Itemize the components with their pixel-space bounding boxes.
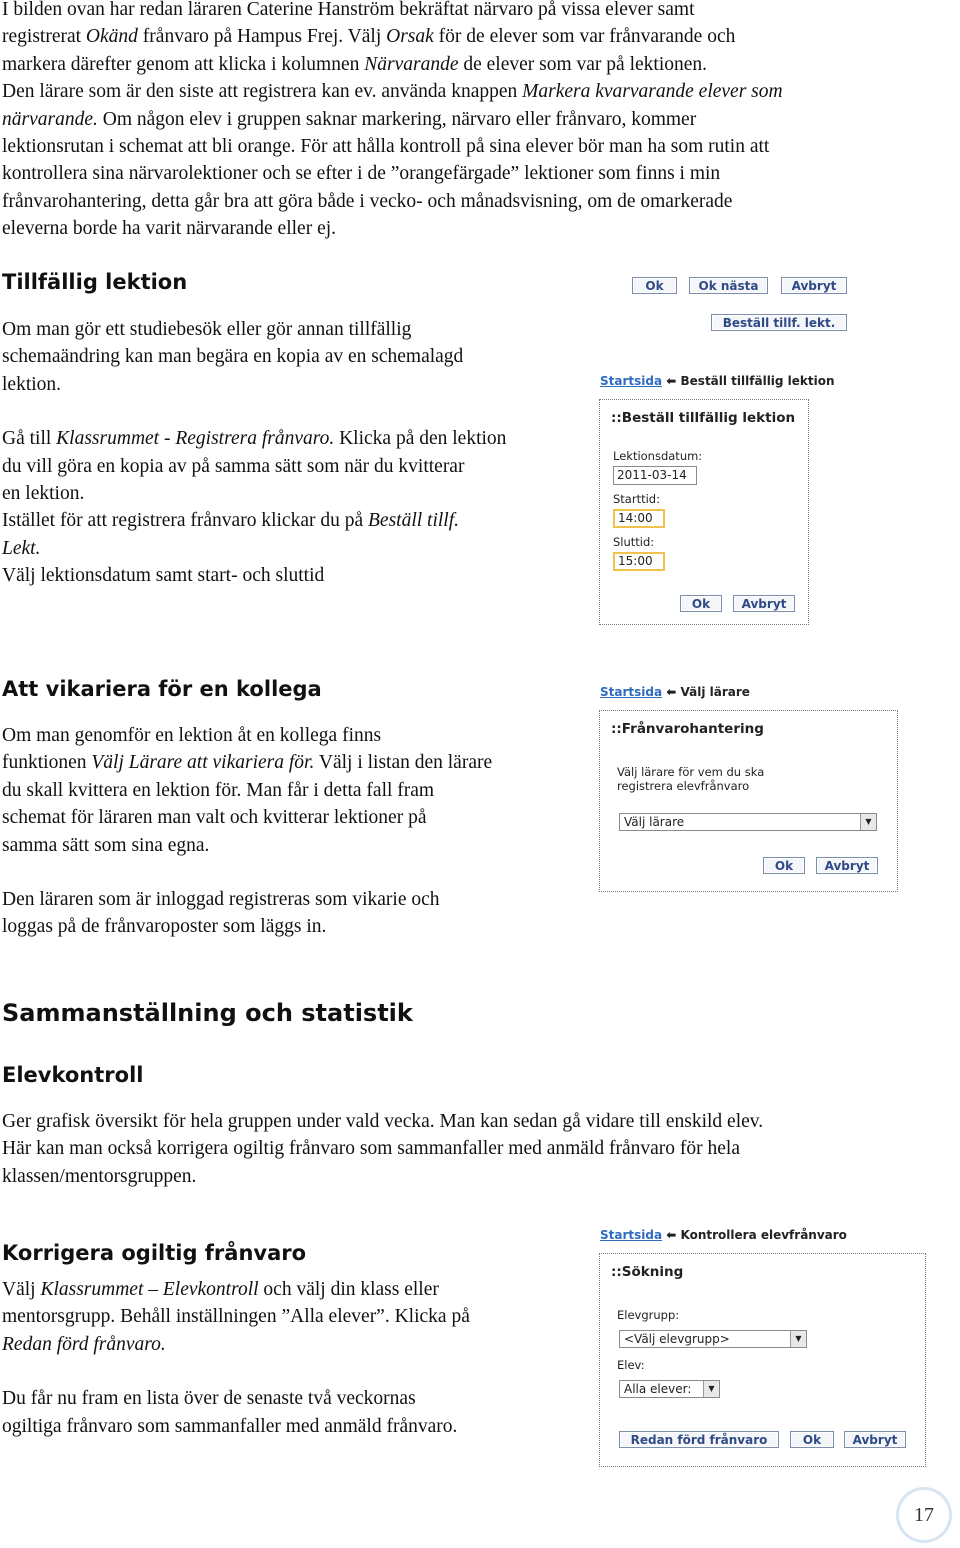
breadcrumb-current: Kontrollera elevfrånvaro (680, 1228, 847, 1242)
korrigera-text (2, 1276, 582, 1440)
arrow-left-icon: ⬅ (666, 1228, 677, 1242)
breadcrumb-home-link[interactable]: Startsida (600, 685, 663, 699)
text-line: Om man gör ett studiebesök eller gör annan tillfällig (2, 319, 412, 340)
avbryt-button[interactable]: Avbryt (844, 1431, 906, 1448)
description-line: registrera elevfrånvaro (617, 779, 750, 793)
panel-title: ::Sökning (611, 1264, 684, 1280)
ok-button[interactable]: Ok (790, 1431, 834, 1448)
chevron-down-icon: ▼ (790, 1331, 806, 1347)
elevgrupp-label: Elevgrupp: (617, 1308, 680, 1322)
text-line: en lektion. (2, 483, 85, 505)
text-line: Här kan man också korrigera ogiltig frånvaro som sammanfaller med anmäld frånvaro för hela (2, 1138, 741, 1160)
text-line: schemat för läraren man valt och kvitterar lektioner på (2, 807, 427, 829)
tillfallig-text (2, 316, 572, 590)
intro-line: markera därefter genom att klicka i kolumnen Närvarande de elever som var på lektionen. (2, 53, 708, 75)
sluttid-label: Sluttid: (613, 535, 655, 549)
text-line: Den läraren som är inloggad registreras som vikarie och (2, 889, 440, 911)
starttid-label: Starttid: (613, 492, 660, 506)
section-heading-vikariera: Att vikariera för en kollega (2, 677, 322, 701)
select-value: Alla elever: (624, 1382, 692, 1396)
chevron-down-icon: ▼ (703, 1381, 719, 1397)
subheading-elevkontroll: Elevkontroll (2, 1063, 144, 1087)
breadcrumb (600, 374, 835, 388)
sluttid-input[interactable]: 15:00 (613, 552, 665, 571)
text-line: mentorsgrupp. Behåll inställningen ”Alla elever”. Klicka på (2, 1306, 470, 1328)
intro-line: I bilden ovan har redan läraren Caterine Hanström bekräftat närvaro på vissa elever samt (2, 0, 695, 20)
section-heading-statistik: Sammanställning och statistik (2, 999, 413, 1027)
ok-button[interactable]: Ok (763, 857, 805, 874)
panel-title: ::Beställ tillfällig lektion (611, 410, 796, 426)
intro-line: frånvarohantering, detta går bra att göra både i vecko- och månadsvisning, om de omarkerade (2, 190, 733, 212)
redan-ford-franvaro-button[interactable]: Redan förd frånvaro (619, 1431, 779, 1448)
sokning-panel (599, 1253, 926, 1467)
description-line: Välj lärare för vem du ska (617, 765, 765, 779)
avbryt-button[interactable]: Avbryt (816, 857, 878, 874)
text-line: funktionen Välj Lärare att vikariera för. Välj i listan den lärare (2, 752, 493, 774)
text-line: Om man genomför en lektion åt en kollega finns (2, 725, 382, 746)
avbryt-button[interactable]: Avbryt (781, 277, 847, 294)
page-number: 17 (896, 1487, 952, 1543)
panel-avbryt-button[interactable]: Avbryt (733, 595, 795, 612)
breadcrumb-current: Välj lärare (680, 685, 750, 699)
elevkontroll-text (2, 1108, 952, 1190)
breadcrumb (600, 685, 750, 699)
text-line: du skall kvittera en lektion för. Man får i detta fall fram (2, 779, 435, 801)
bestall-tillf-lekt-button[interactable]: Beställ tillf. lekt. (711, 314, 847, 331)
panel-ok-button[interactable]: Ok (680, 595, 722, 612)
section-heading-korrigera: Korrigera ogiltig frånvaro (2, 1241, 307, 1265)
text-line: Istället för att registrera frånvaro klickar du på Beställ tillf. (2, 510, 459, 532)
arrow-left-icon: ⬅ (666, 685, 677, 699)
lektionsdatum-input[interactable]: 2011-03-14 (613, 466, 697, 485)
text-line: lektion. (2, 373, 62, 395)
starttid-input[interactable]: 14:00 (613, 509, 665, 528)
lektionsdatum-label: Lektionsdatum: (613, 449, 703, 463)
text-line: Gå till Klassrummet - Registrera frånvaro. Klicka på den lektion (2, 428, 507, 450)
text-line: Välj lektionsdatum samt start- och sluttid (2, 565, 325, 587)
select-value: <Välj elevgrupp> (624, 1332, 730, 1346)
chevron-down-icon: ▼ (860, 814, 876, 830)
arrow-left-icon: ⬅ (666, 374, 677, 388)
elev-label: Elev: (617, 1358, 645, 1372)
intro-line: närvarande. Om någon elev i gruppen saknar markering, närvaro eller frånvaro, kommer (2, 108, 697, 130)
text-line: ogiltiga frånvaro som sammanfaller med anmäld frånvaro. (2, 1415, 458, 1437)
ok-nasta-button[interactable]: Ok nästa (689, 277, 768, 294)
elevgrupp-select[interactable] (619, 1330, 807, 1348)
text-line: Du får nu fram en lista över de senaste två veckornas (2, 1388, 416, 1410)
intro-line: kontrollera sina närvarolektioner och se efter i de ”orangefärgade” lektioner som finns i min (2, 163, 721, 185)
intro-line: registrerat Okänd frånvaro på Hampus Frej. Välj Orsak för de elever som var frånvarande och (2, 26, 736, 48)
elev-select[interactable] (619, 1380, 720, 1398)
breadcrumb-home-link[interactable]: Startsida (600, 1228, 663, 1242)
intro-paragraph (2, 0, 952, 243)
vikariera-text (2, 722, 582, 941)
text-line: du vill göra en kopia av på samma sätt som när du kvitterar (2, 455, 465, 477)
ok-button[interactable]: Ok (632, 277, 677, 294)
panel-title: ::Frånvarohantering (611, 721, 764, 737)
franvarohantering-panel (599, 710, 898, 892)
text-line: Lekt. (2, 537, 41, 559)
intro-line: Den lärare som är den siste att registrera kan ev. använda knappen Markera kvarvarande elever som (2, 81, 783, 103)
intro-line: eleverna borde ha varit närvarande eller ej. (2, 218, 337, 240)
breadcrumb-current: Beställ tillfällig lektion (680, 374, 835, 388)
text-line: Ger grafisk översikt för hela gruppen under vald vecka. Man kan sedan gå vidare till enskild elev. (2, 1111, 764, 1132)
bestall-panel (599, 399, 809, 625)
text-line: Redan förd frånvaro. (2, 1333, 166, 1355)
select-value: Välj lärare (624, 815, 685, 829)
text-line: Välj Klassrummet – Elevkontroll och välj din klass eller (2, 1279, 439, 1300)
section-heading-tillfallig: Tillfällig lektion (2, 270, 188, 294)
breadcrumb (600, 1228, 847, 1242)
text-line: loggas på de frånvaroposter som läggs in. (2, 916, 327, 938)
intro-line: lektionsrutan i schemat att bli orange. För att hålla kontroll på sina elever bör man ha som rutin att (2, 136, 770, 158)
valj-larare-select[interactable] (619, 813, 877, 831)
text-line: samma sätt som sina egna. (2, 834, 210, 856)
breadcrumb-home-link[interactable]: Startsida (600, 374, 663, 388)
text-line: schemaändring kan man begära en kopia av en schemalagd (2, 346, 464, 368)
text-line: klassen/mentorsgruppen. (2, 1165, 197, 1187)
